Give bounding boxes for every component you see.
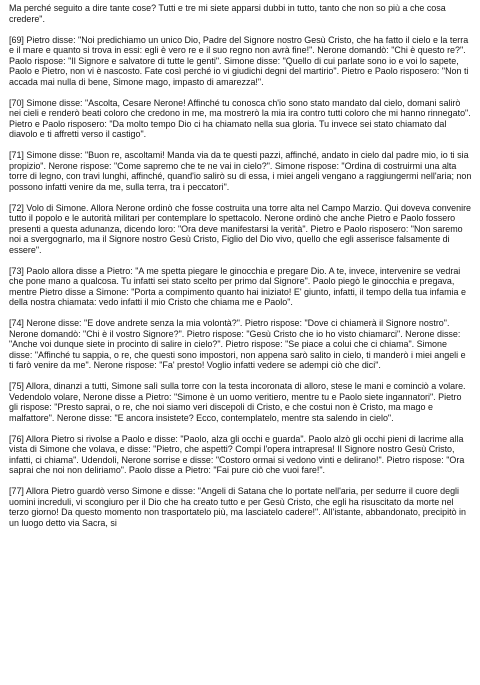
paragraph-76: [76] Allora Pietro si rivolse a Paolo e disse: "Paolo, alza gli occhi e guarda". Paolo alzò gli occhi pieni di lacrime alla vista di Simone che volava, e disse: "Pietro, che aspetti? Compi l'opera intrapresa! Il Signore nostro Gesù Cristo, infatti, ci chiama". Udendoli, Nerone sorrise e disse: "Costoro ormai si vedono vinti e delirano!". Pietro rispose: "Ora saprai che noi non deliriamo". Paolo disse a Pietro: "Fai pure ciò che vuoi fare!".: [9, 433, 465, 475]
paragraph-77: [77] Allora Pietro guardò verso Simone e disse: "Angeli di Satana che lo portate nell'aria, per sedurre il cuore degli uomini increduli, vi scongiuro per il Dio che ha creato tutto e per Gesù Cristo, che egli ha risuscitato da morte nel terzo giorno! Da questo momento non trasportatelo più, ma lasciatelo cadere!". All'istante, abbandonato, precipitò in un luogo detto via Sacra, si: [9, 486, 466, 528]
paragraph-75: [75] Allora, dinanzi a tutti, Simone salì sulla torre con la testa incoronata di alloro, stese le mani e cominciò a volare. Vedendolo volare, Nerone disse a Pietro: "Simone è un uomo veritiero, mentre tu e Paolo siete ingannatori". Pietro gli rispose: "Presto saprai, o re, che noi siamo veri discepoli di Cristo, e che costui non è Cristo, ma mago e malfattore". Nerone disse: "E ancora insistete? Ecco, contemplatelo, mentre sta salendo in cielo".: [9, 381, 466, 423]
paragraph-71: [71] Simone disse: "Buon re, ascoltami! Manda via da te questi pazzi, affinché, andato in cielo dal padre mio, io ti sia propizio". Nerone rispose: "Come sapremo che te ne vai in cielo?". Simone rispose: "Ordina di costruirmi una alta torre di legno, con travi lunghi, affinché, quand'io salirò su di essa, i miei angeli vengano a raggiungermi nell'aria; non possono infatti venire da me, sulla terra, tra i peccatori".: [9, 150, 472, 192]
paragraph-69: [69] Pietro disse: "Noi predichiamo un unico Dio, Padre del Signore nostro Gesù Cristo, che ha fatto il cielo e la terra e il mare e quanto si trova in essi: egli è vero re e il suo regno non avrà fine!". Nerone domandò: "Chi è questo re?". Paolo rispose: "Il Signore e salvatore di tutte le genti". Simone disse: "Quello di cui parlate sono io e voi lo sapete, Paolo e Pietro, non vi è nascosto. Fate così perché io vi giudichi degni del martirio". Pietro e Paolo risposero: "Non ti accada mai nulla di bene, Simone mago, impasto di amarezza!".: [9, 34, 469, 87]
paragraph-intro: Ma perché seguito a dire tante cose? Tutti e tre mi siete apparsi dubbi in tutto, tanto che non so più a che cosa credere".: [9, 3, 446, 24]
paragraph-73: [73] Paolo allora disse a Pietro: "A me spetta piegare le ginocchia e pregare Dio. A te, invece, intervenire se vedrai che pone mano a qualcosa. Tu infatti sei stato scelto per primo dal Signore". Paolo piegò le ginocchia e pregava, mentre Pietro disse a Simone: "Porta a compimento quanto hai iniziato! E' giunto, infatti, il tempo della tua infamia e della nostra chiamata: vedo infatti il mio Cristo che chiama me e Paolo".: [9, 265, 466, 307]
paragraph-70: [70] Simone disse: "Ascolta, Cesare Nerone! Affinché tu conosca ch'io sono stato mandato dal cielo, domani salirò nei cieli e renderò beati coloro che credono in me, ma mostrerò la mia ira contro tutti coloro che mi hanno rinnegato". Pietro e Paolo risposero: "Da molto tempo Dio ci ha chiamato nella sua gloria. Tu invece sei stato chiamato dal diavolo e ti affretti verso il castigo".: [9, 97, 471, 139]
paragraph-74: [74] Nerone disse: "E dove andrete senza la mia volontà?". Pietro rispose: "Dove ci chiamerà il Signore nostro". Nerone domandò: "Chi è il vostro Signore?". Pietro rispose: "Gesù Cristo che io ho visto chiamarci". Nerone disse: "Anche voi dunque siete in procinto di salire in cielo?". Pietro rispose: "Se piace a colui che ci chiama". Simone disse: "Affinché tu sappia, o re, che questi sono impostori, non appena sarò salito in cielo, ti manderò i miei angeli e ti farò venire da me". Nerone rispose: "Fa' presto! Voglio infatti vedere se adempi ciò che dici".: [9, 318, 466, 370]
paragraph-72: [72] Volo di Simone. Allora Nerone ordinò che fosse costruita una torre alta nel Campo Marzio. Qui doveva convenire tutto il popolo e le autorità militari per contemplare lo spettacolo. Nerone ordinò che anche Pietro e Paolo fossero presenti a questa adunanza, dicendo loro: "Ora deve manifestarsi la verità". Pietro e Paolo risposero: "Non saremo noi a svergognarlo, ma il Signore nostro Gesù Cristo, Figlio del Dio vivo, quello che egli asserisce falsamente di essere".: [9, 202, 472, 255]
